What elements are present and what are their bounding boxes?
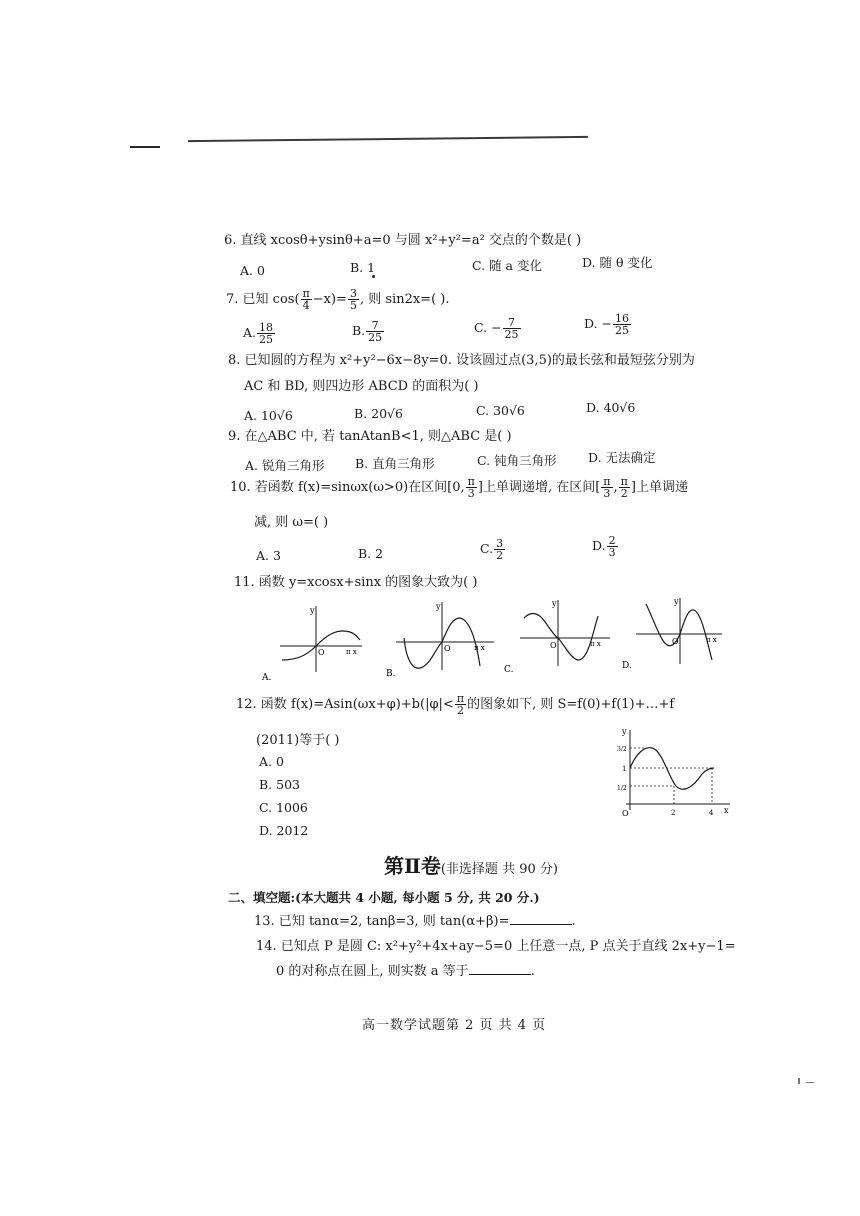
question-10-option-d: D. $\frac{2}{3}$ — [592, 534, 616, 559]
question-6-option-c: C. 随 a 变化 — [472, 258, 542, 273]
curve — [524, 614, 598, 661]
origin-label: O — [318, 648, 325, 657]
origin-label: O — [444, 644, 451, 653]
question-9-option-c: C. 钝角三角形 — [477, 453, 557, 468]
x-axis-label: π x — [590, 640, 601, 648]
question-11-graph-a — [258, 602, 368, 682]
question-14-line1: 14. 已知点 P 是圆 C: x²+y²+4x+ay−5=0 上任意一点, P 点关于直线 2x+y−1= — [256, 939, 736, 954]
scan-speck — [806, 1082, 814, 1083]
question-8-option-d: D. 40√6 — [586, 400, 636, 415]
question-12-stem-line1: 12. 函数 f(x)=Asin(ωx+φ)+b(|φ|< $\frac{\pi}{2}$ 的图象如下, 则 S=f(0)+f(1)+…+f — [236, 692, 675, 717]
section-2-heading: 二、填空题:(本大题共 4 小题, 每小题 5 分, 共 20 分.) — [228, 890, 540, 905]
fraction: $\frac{\pi}{4}$ — [302, 287, 310, 312]
question-9-option-a: A. 锐角三角形 — [245, 458, 325, 473]
question-6-option-d: D. 随 θ 变化 — [582, 255, 653, 270]
question-9-option-b: B. 直角三角形 — [355, 456, 435, 471]
question-12-option-c: C. 1006 — [259, 800, 308, 815]
question-9-option-d: D. 无法确定 — [588, 450, 656, 465]
question-11-graph-c — [502, 596, 614, 676]
question-10-option-b: B. 2 — [358, 546, 384, 561]
x-axis-label: π x — [706, 636, 717, 644]
question-10-stem-line2: 减, 则 ω=( ) — [254, 515, 329, 530]
part-2-heading — [384, 850, 558, 879]
origin-label: O — [672, 637, 679, 646]
question-8-option-b: B. 20√6 — [354, 406, 403, 421]
answer-blank[interactable] — [469, 962, 531, 975]
question-10-stem-line1: 10. 若函数 f(x)=sinωx(ω>0)在区间[0, $\frac{\pi}{3}$ ]上单调递增, 在区间[ $\frac{\pi}{3}$ , $\frac{\pi}{2}$ ]上单调递 — [230, 475, 688, 500]
y-tick-1: 1 — [622, 765, 627, 773]
question-8-stem-line1: 8. 已知圆的方程为 x²+y²−6x−8y=0. 设该圆过点(3,5)的最长弦和最短弦分别为 — [228, 353, 695, 368]
question-7-option-a: A. $\frac{18}{25}$ — [243, 321, 274, 346]
question-7-option-c: C. − $\frac{7}{25}$ — [474, 316, 519, 341]
y-axis-label: y — [310, 606, 315, 615]
question-7-option-b: B. $\frac{7}{25}$ — [352, 319, 383, 344]
question-10-option-c: C. $\frac{3}{2}$ — [480, 537, 504, 562]
question-10-option-a: A. 3 — [256, 548, 281, 563]
question-12-graph — [614, 724, 736, 820]
question-11-stem: 11. 函数 y=xcosx+sinx 的图象大致为( ) — [234, 575, 478, 590]
x-tick-2: 2 — [671, 809, 676, 817]
page-footer: 高一数学试题第 2 页 共 4 页 — [362, 1018, 547, 1033]
question-6-option-a: A. 0 — [240, 263, 265, 278]
question-12-option-a: A. 0 — [259, 754, 284, 769]
question-9-stem: 9. 在△ABC 中, 若 tanAtanB<1, 则△ABC 是( ) — [228, 429, 512, 444]
x-tick-4: 4 — [709, 809, 714, 817]
question-8-stem-line2: AC 和 BD, 则四边形 ABCD 的面积为( ) — [244, 379, 479, 394]
question-11-graph-b — [386, 598, 498, 678]
y-tick-3-2: 3/2 — [617, 746, 627, 753]
origin-label: O — [550, 641, 557, 650]
question-6-option-b: B. 1 — [350, 260, 376, 275]
graph-label: D. — [622, 661, 632, 671]
part-2-title: 第Ⅱ卷 — [384, 854, 441, 878]
x-axis-label: π x — [474, 644, 485, 652]
curve — [646, 604, 712, 660]
y-axis-label: y — [552, 599, 557, 608]
y-axis-label: y — [436, 602, 441, 611]
question-7-stem: 7. 已知 cos( $\frac{\pi}{4}$ −x)= $\frac{3}{5}$ , 则 sin2x=( ). — [226, 287, 450, 312]
question-13: 13. 已知 tanα=2, tanβ=3, 则 tan(α+β)= . — [254, 914, 576, 929]
part-2-subtitle: (非选择题 共 90 分) — [440, 862, 558, 877]
answer-blank[interactable] — [510, 912, 572, 925]
question-12-stem-line2: (2011)等于( ) — [256, 733, 340, 748]
fraction: $\frac{3}{5}$ — [349, 287, 357, 312]
x-axis-label: π x — [346, 648, 357, 656]
question-8-option-c: C. 30√6 — [476, 403, 525, 418]
question-7-option-d: D. − $\frac{16}{25}$ — [584, 312, 629, 337]
y-axis-label: y — [674, 597, 679, 606]
curve — [630, 748, 714, 790]
origin-label: O — [622, 809, 629, 818]
question-11-graph-d — [618, 594, 728, 674]
question-12-option-d: D. 2012 — [259, 823, 309, 838]
question-6-stem: 6. 直线 xcosθ+ysinθ+a=0 与圆 x²+y²=a² 交点的个数是( ) — [224, 233, 582, 248]
question-14-line2: 0 的对称点在圆上, 则实数 a 等于 . — [276, 964, 535, 979]
question-12-option-b: B. 503 — [259, 777, 300, 792]
y-axis-label: y — [622, 727, 627, 736]
scan-speck — [372, 275, 375, 278]
graph-label: C. — [504, 665, 514, 675]
graph-label: A. — [262, 673, 272, 682]
y-tick-1-2: 1/2 — [617, 785, 627, 792]
scan-line-artifact — [130, 146, 160, 148]
scan-speck — [798, 1078, 800, 1084]
x-axis-label: x — [724, 806, 729, 815]
scan-line-artifact — [188, 136, 588, 142]
graph-label: B. — [386, 669, 396, 678]
question-8-option-a: A. 10√6 — [244, 408, 293, 423]
